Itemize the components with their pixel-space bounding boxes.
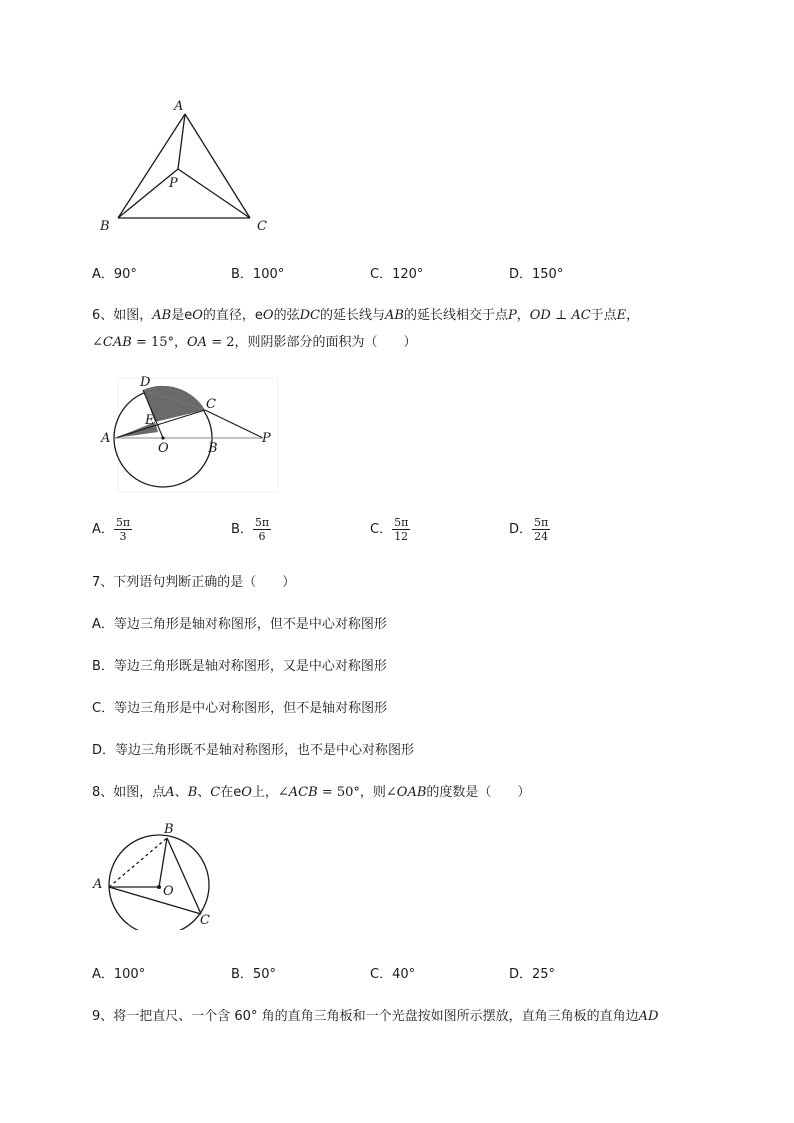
- q8-option-c: C．40°: [370, 967, 416, 982]
- label-C: C: [206, 397, 216, 412]
- q6-option-d: D． $\frac{5\pi}{24}$: [509, 516, 549, 543]
- q5-option-b: B．100°: [231, 267, 285, 282]
- q9-stem: 9、将一把直尺、一个含 60° 角的直角三角板和一个光盘按如图所示摆放，直角三角板的直角边AD: [92, 1009, 659, 1024]
- fraction: $\frac{5\pi}{3}$: [115, 516, 131, 543]
- q7-option-c: C．等边三角形是中心对称图形，但不是轴对称图形: [92, 701, 388, 716]
- q8-option-a: A．100°: [92, 967, 146, 982]
- label-P: P: [169, 176, 178, 191]
- label-O: O: [163, 884, 174, 899]
- q7-stem: 7、下列语句判断正确的是（ ）: [92, 575, 296, 590]
- q5-option-d: D．150°: [509, 267, 564, 282]
- label-E: E: [145, 413, 155, 428]
- label-C: C: [257, 219, 267, 234]
- q7-option-a: A．等边三角形是轴对称图形，但不是中心对称图形: [92, 617, 387, 632]
- q7-option-d: D．等边三角形既不是轴对称图形，也不是中心对称图形: [92, 743, 415, 758]
- q5-option-c: C．120°: [370, 267, 424, 282]
- label-O: O: [158, 441, 169, 456]
- q5-option-a: A．90°: [92, 267, 137, 282]
- label-B: B: [164, 822, 174, 837]
- q6-option-b: B． $\frac{5\pi}{6}$: [231, 516, 270, 543]
- fraction: $\frac{5\pi}{12}$: [394, 516, 409, 543]
- label-B: B: [208, 441, 218, 456]
- q6-stem-line2: ∠CAB = 15°，OA = 2，则阴影部分的面积为（ ）: [92, 335, 417, 350]
- q6-option-a: A． $\frac{5\pi}{3}$: [92, 516, 131, 543]
- label-A: A: [174, 99, 184, 114]
- circle-shaded-figure: [98, 372, 288, 497]
- q7-option-b: B．等边三角形既是轴对称图形，又是中心对称图形: [92, 659, 387, 674]
- q8-option-d: D．25°: [509, 967, 556, 982]
- label-A: A: [101, 431, 111, 446]
- label-P: P: [262, 431, 271, 446]
- q6-stem-line1: 6、如图，AB是eO的直径，eO的弦DC的延长线与AB的延长线相交于点P，OD ⊥ AC于点E，: [92, 308, 640, 323]
- label-C: C: [200, 913, 210, 928]
- label-D: D: [140, 375, 151, 390]
- fraction: $\frac{5\pi}{6}$: [254, 516, 270, 543]
- fraction: $\frac{5\pi}{24}$: [534, 516, 549, 543]
- triangle-figure: [90, 92, 280, 242]
- q8-stem: 8、如图，点A、B、C在eO上，∠ACB = 50°，则∠OAB的度数是（ ）: [92, 785, 531, 800]
- label-B: B: [100, 219, 110, 234]
- label-A: A: [93, 877, 103, 892]
- q6-option-c: C． $\frac{5\pi}{12}$: [370, 516, 409, 543]
- circle-triangle-figure: [88, 818, 228, 930]
- q8-option-b: B．50°: [231, 967, 276, 982]
